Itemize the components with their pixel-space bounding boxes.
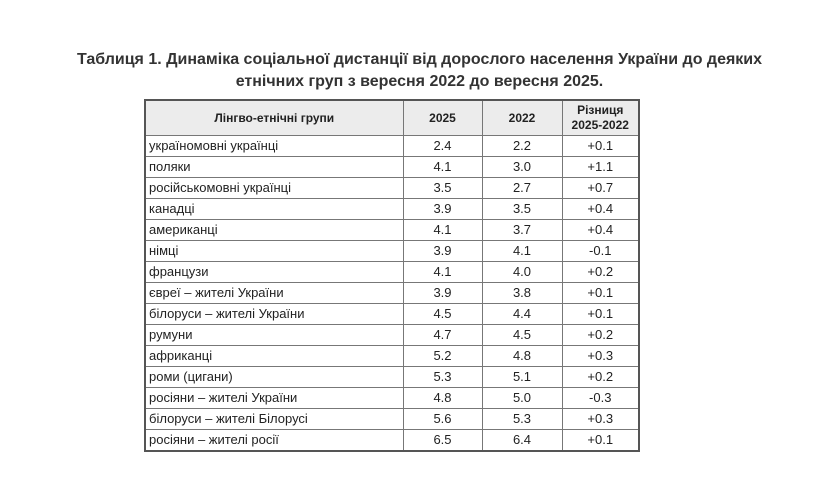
value-2025-cell: 4.8 [403, 388, 482, 409]
group-cell: росіяни – жителі росії [145, 430, 403, 452]
value-2025-cell: 4.1 [403, 157, 482, 178]
header-2022: 2022 [482, 100, 562, 136]
value-2022-cell: 4.4 [482, 304, 562, 325]
value-2022-cell: 3.5 [482, 199, 562, 220]
value-2025-cell: 3.9 [403, 283, 482, 304]
difference-cell: +0.1 [562, 304, 639, 325]
group-cell: поляки [145, 157, 403, 178]
table-row [145, 178, 639, 199]
table-row [145, 283, 639, 304]
header-difference-line-1: Різниця [577, 103, 624, 117]
value-2022-cell: 4.8 [482, 346, 562, 367]
table-caption [0, 49, 839, 93]
table-row [145, 346, 639, 367]
difference-cell: +0.2 [562, 367, 639, 388]
value-2025-cell: 3.5 [403, 178, 482, 199]
table-row [145, 262, 639, 283]
social-distance-table [144, 99, 640, 452]
group-cell: білоруси – жителі України [145, 304, 403, 325]
group-cell: російськомовні українці [145, 178, 403, 199]
value-2022-cell: 4.5 [482, 325, 562, 346]
value-2025-cell: 4.1 [403, 220, 482, 241]
group-cell: румуни [145, 325, 403, 346]
difference-cell: -0.3 [562, 388, 639, 409]
difference-cell: +0.1 [562, 136, 639, 157]
value-2022-cell: 3.8 [482, 283, 562, 304]
header-2025: 2025 [403, 100, 482, 136]
difference-cell: +0.1 [562, 283, 639, 304]
table-row [145, 325, 639, 346]
value-2022-cell: 5.1 [482, 367, 562, 388]
value-2025-cell: 4.1 [403, 262, 482, 283]
group-cell: американці [145, 220, 403, 241]
value-2022-cell: 3.0 [482, 157, 562, 178]
difference-cell: +0.3 [562, 409, 639, 430]
table-row [145, 430, 639, 452]
group-cell: євреї – жителі України [145, 283, 403, 304]
group-cell: роми (цигани) [145, 367, 403, 388]
difference-cell: +1.1 [562, 157, 639, 178]
table-row [145, 304, 639, 325]
table-row [145, 199, 639, 220]
value-2025-cell: 4.7 [403, 325, 482, 346]
header-group: Лінгво-етнічні групи [145, 100, 403, 136]
group-cell: україномовні українці [145, 136, 403, 157]
difference-cell: -0.1 [562, 241, 639, 262]
value-2022-cell: 2.2 [482, 136, 562, 157]
header-difference [562, 100, 639, 136]
table-row [145, 220, 639, 241]
value-2022-cell: 5.3 [482, 409, 562, 430]
difference-cell: +0.2 [562, 325, 639, 346]
value-2025-cell: 2.4 [403, 136, 482, 157]
difference-cell: +0.4 [562, 199, 639, 220]
value-2022-cell: 5.0 [482, 388, 562, 409]
value-2025-cell: 4.5 [403, 304, 482, 325]
value-2022-cell: 4.1 [482, 241, 562, 262]
header-difference-line-2: 2025-2022 [571, 118, 629, 132]
table-row [145, 367, 639, 388]
table-row [145, 136, 639, 157]
difference-cell: +0.1 [562, 430, 639, 452]
value-2022-cell: 6.4 [482, 430, 562, 452]
table-caption-line-1: Таблиця 1. Динаміка соціальної дистанції від дорослого населення України до деяких [76, 51, 763, 68]
value-2025-cell: 3.9 [403, 199, 482, 220]
table-caption-line-2: етнічних груп з вересня 2022 до вересня 2025. [235, 73, 604, 90]
value-2025-cell: 3.9 [403, 241, 482, 262]
table-row [145, 409, 639, 430]
group-cell: німці [145, 241, 403, 262]
table-header [145, 100, 639, 136]
table-row [145, 157, 639, 178]
value-2025-cell: 5.6 [403, 409, 482, 430]
value-2025-cell: 6.5 [403, 430, 482, 452]
table-row [145, 388, 639, 409]
value-2022-cell: 2.7 [482, 178, 562, 199]
table-header-row [145, 100, 639, 136]
group-cell: канадці [145, 199, 403, 220]
difference-cell: +0.4 [562, 220, 639, 241]
group-cell: білоруси – жителі Білорусі [145, 409, 403, 430]
group-cell: французи [145, 262, 403, 283]
difference-cell: +0.2 [562, 262, 639, 283]
difference-cell: +0.3 [562, 346, 639, 367]
group-cell: росіяни – жителі України [145, 388, 403, 409]
value-2022-cell: 3.7 [482, 220, 562, 241]
difference-cell: +0.7 [562, 178, 639, 199]
value-2025-cell: 5.2 [403, 346, 482, 367]
group-cell: африканці [145, 346, 403, 367]
value-2025-cell: 5.3 [403, 367, 482, 388]
table-row [145, 241, 639, 262]
value-2022-cell: 4.0 [482, 262, 562, 283]
table-body [145, 136, 639, 452]
